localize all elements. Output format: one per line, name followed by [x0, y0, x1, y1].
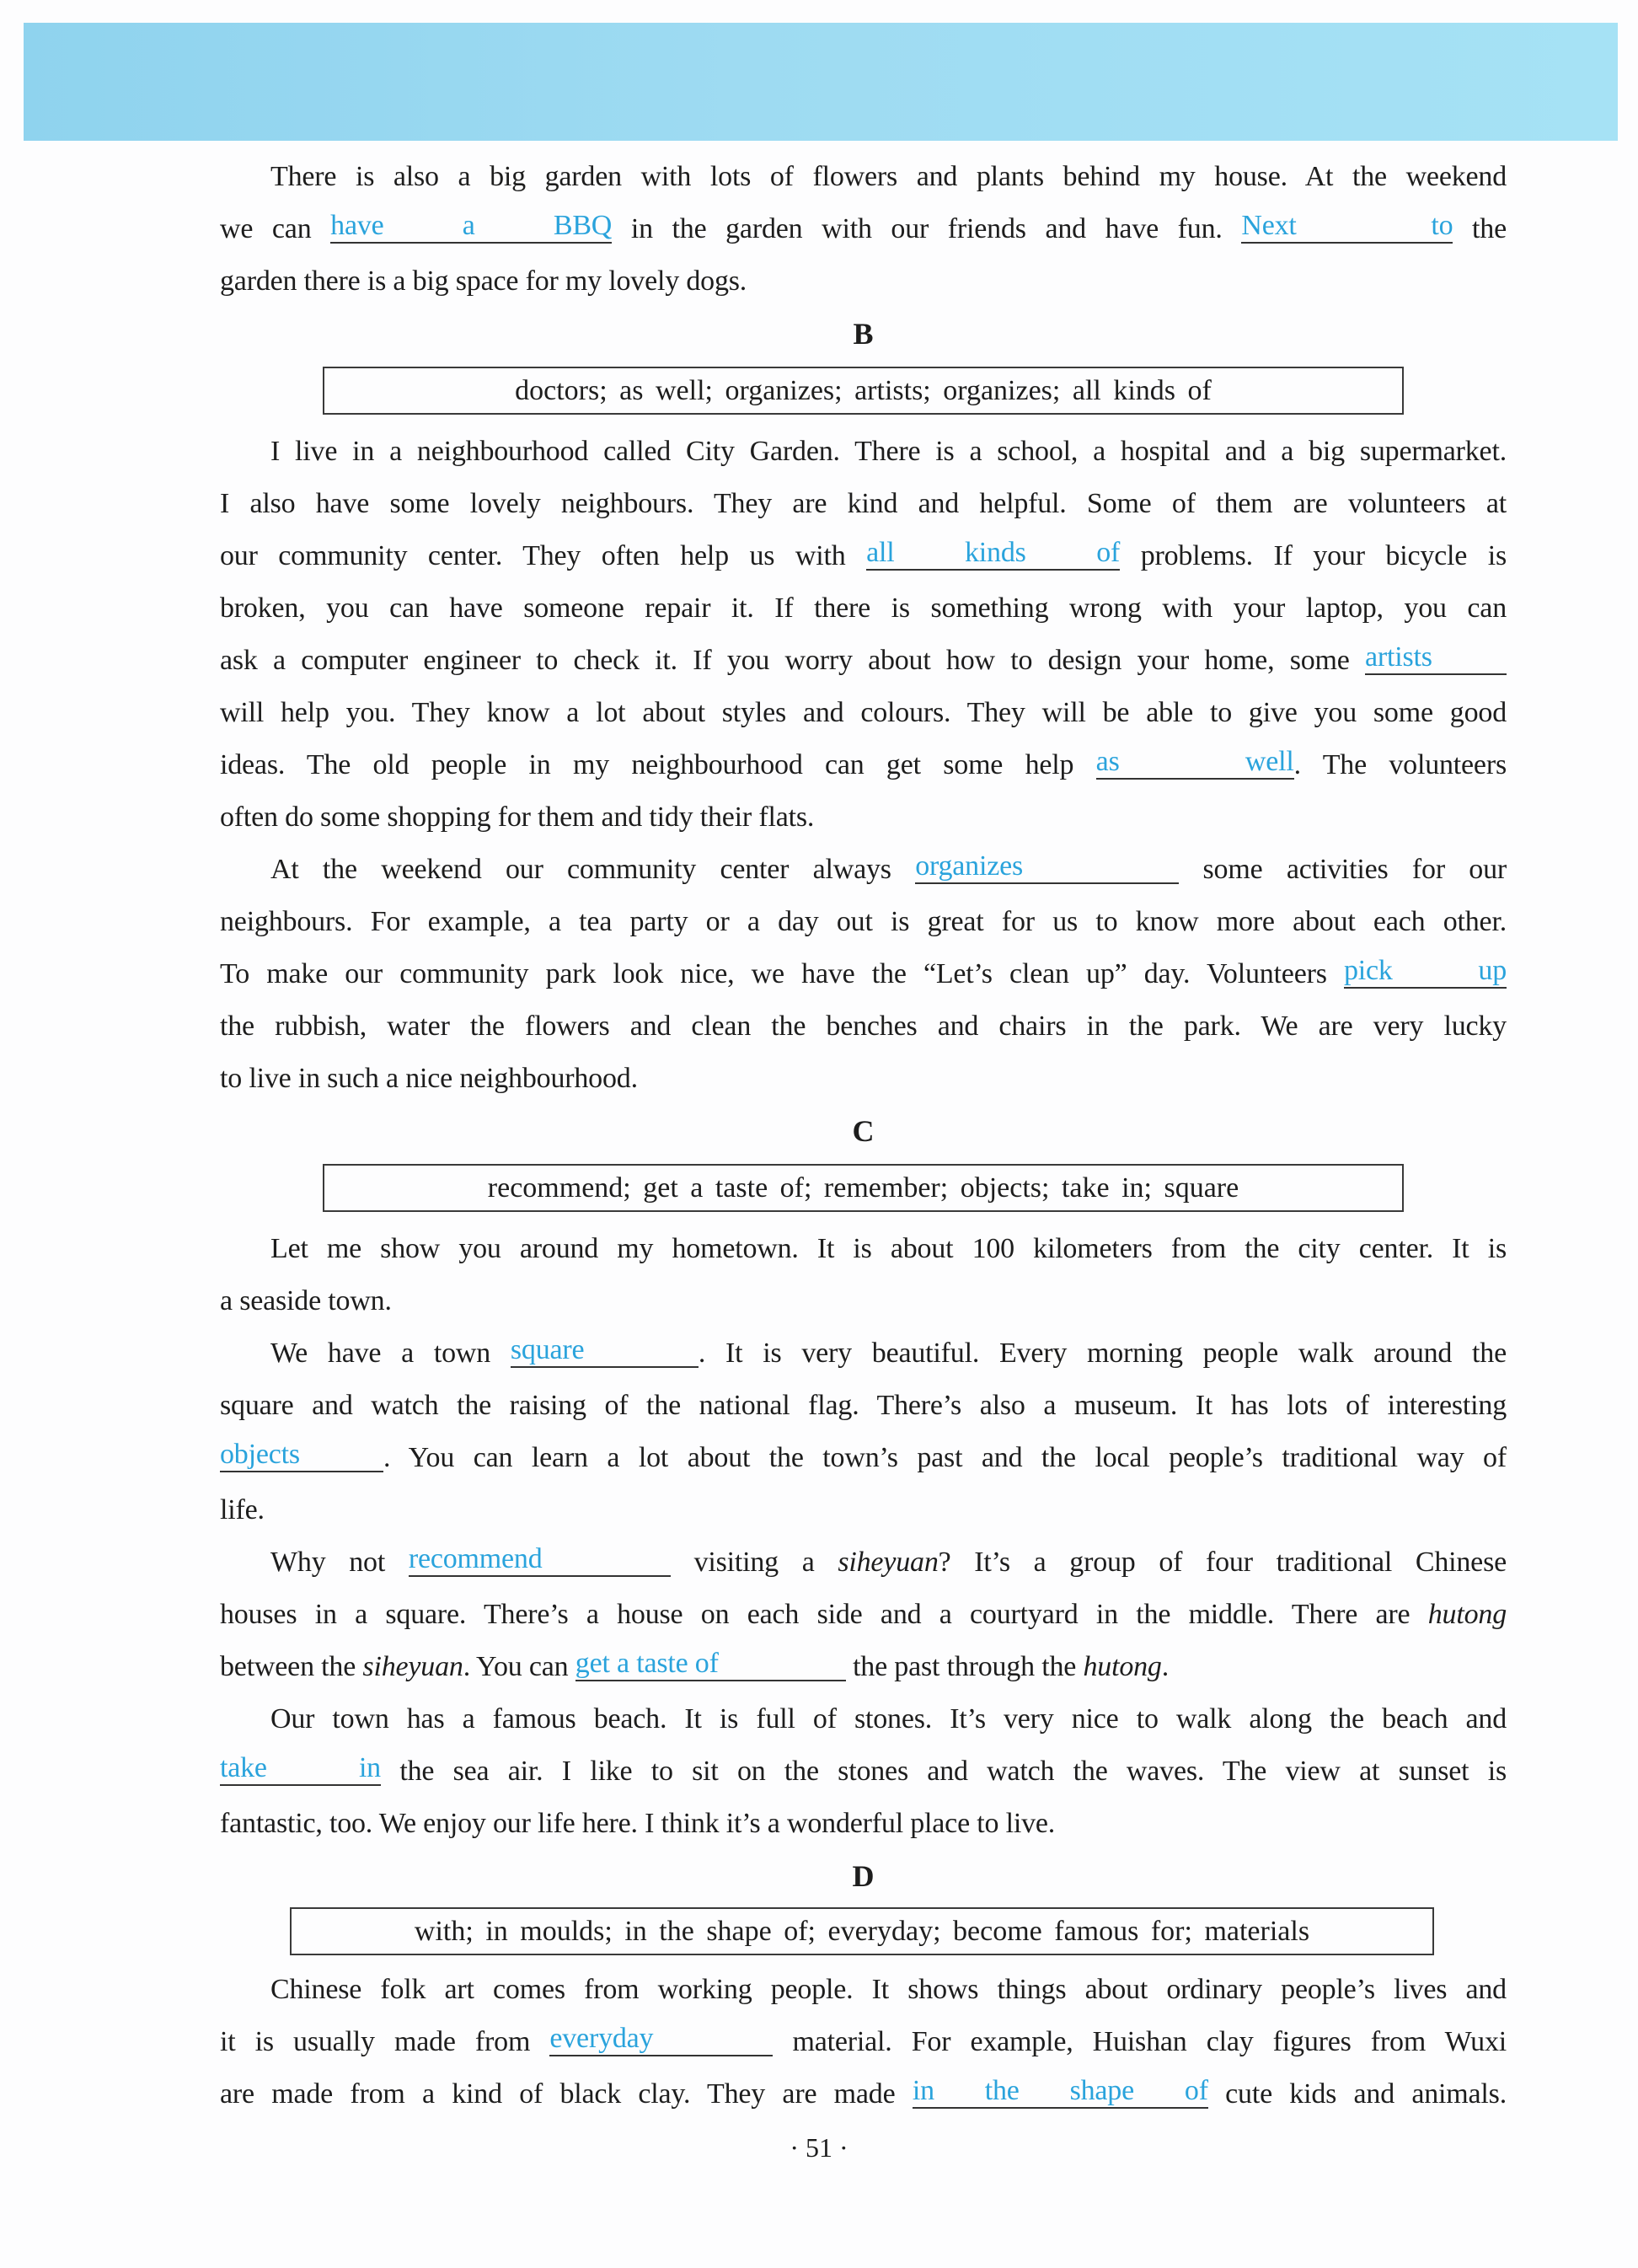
text-line: I live in a neighbourhood called City Garden. There is a school, a hospital and a big supermarket. [270, 436, 1507, 467]
text-line: it is usually made from everyday material. For example, Huishan clay figures from Wuxi [220, 2016, 1507, 2068]
text-line: Let me show you around my hometown. It is about 100 kilometers from the city center. It is [270, 1233, 1507, 1264]
answer-blank: objects [220, 1432, 383, 1472]
text-line: will help you. They know a lot about styles and colours. They will be able to give you some good [220, 697, 1507, 728]
text-line: At the weekend our community center always organizes some activities for our [220, 844, 1507, 896]
text-line: There is also a big garden with lots of flowers and plants behind my house. At the weekend [270, 161, 1507, 192]
section-heading: C [852, 1114, 875, 1148]
text-line: To make our community park look nice, we have the “Let’s clean up” day. Volunteers pick up [220, 948, 1507, 1000]
section-heading: B [853, 317, 874, 351]
text-line: to live in such a nice neighbourhood. [220, 1063, 638, 1094]
text-line: fantastic, too. We enjoy our life here. I think it’s a wonderful place to live. [220, 1808, 1056, 1839]
text-line: are made from a kind of black clay. They are made in the shape of cute kids and animals. [220, 2068, 1507, 2121]
paragraph [220, 1327, 1507, 1536]
text-line: houses in a square. There’s a house on each side and a courtyard in the middle. There are hutong [220, 1599, 1507, 1630]
paragraph [220, 1693, 1507, 1850]
text-line: square and watch the raising of the national flag. There’s also a museum. It has lots of interesting [220, 1390, 1507, 1421]
text-line: Why not recommend visiting a siheyuan? It’s a group of four traditional Chinese [220, 1536, 1507, 1589]
text-line: life. [220, 1494, 265, 1525]
text-line: take in the sea air. I like to sit on the stones and watch the waves. The view at sunset is [220, 1745, 1507, 1798]
text-line: neighbours. For example, a tea party or a day out is great for us to know more about each other. [220, 906, 1507, 937]
text-line: objects . You can learn a lot about the town’s past and the local people’s traditional way of [220, 1432, 1507, 1484]
answer-blank: get a taste of [575, 1641, 846, 1681]
paragraph [220, 151, 1507, 308]
answer-blank: have a BBQ [330, 203, 612, 244]
paragraph [220, 426, 1507, 844]
exercise-section [220, 1105, 1507, 1850]
page-content [220, 151, 1507, 2121]
answer-blank: recommend [409, 1536, 671, 1577]
text-line: broken, you can have someone repair it. If there is something wrong with your laptop, you can [220, 592, 1507, 624]
text-line: between the siheyuan. You can get a taste of the past through the hutong. [220, 1641, 1507, 1693]
italic-term: siheyuan [838, 1547, 939, 1578]
text-line: Our town has a famous beach. It is full of stones. It’s very nice to walk along the beach and [270, 1703, 1507, 1735]
answer-blank: all kinds of [866, 530, 1120, 571]
text-line: we can have a BBQ in the garden with our friends and have fun. Next to the [220, 203, 1507, 255]
answer-blank: everyday [549, 2016, 773, 2056]
exercise-section [220, 151, 1507, 308]
text-line: Chinese folk art comes from working people. It shows things about ordinary people’s lives and [270, 1974, 1507, 2005]
paragraph [220, 844, 1507, 1105]
header-color-band [24, 23, 1618, 141]
text-line: garden there is a big space for my lovely dogs. [220, 265, 747, 297]
text-line: I also have some lovely neighbours. They are kind and helpful. Some of them are volunteers at [220, 488, 1507, 519]
answer-blank: square [511, 1327, 699, 1368]
word-bank-box: doctors; as well; organizes; artists; organizes; all kinds of [323, 367, 1404, 415]
answer-blank: in the shape of [913, 2068, 1208, 2109]
page-number: · 51 · [790, 2132, 848, 2163]
text-line: ideas. The old people in my neighbourhood can get some help as well. The volunteers [220, 739, 1507, 791]
answer-blank: take in [220, 1745, 381, 1786]
text-line: We have a town square . It is very beautiful. Every morning people walk around the [220, 1327, 1507, 1380]
answer-blank: organizes [915, 844, 1179, 884]
answer-blank: Next to [1241, 203, 1453, 244]
exercise-section [220, 1850, 1507, 2121]
answer-blank: pick up [1344, 948, 1507, 989]
text-line: often do some shopping for them and tidy their flats. [220, 802, 815, 833]
paragraph [220, 1536, 1507, 1693]
answer-blank: as well [1096, 739, 1294, 780]
italic-term: hutong [1083, 1651, 1162, 1682]
paragraph [220, 1964, 1507, 2121]
exercise-section [220, 308, 1507, 1105]
word-bank-box: with; in moulds; in the shape of; everyday; become famous for; materials [290, 1907, 1434, 1955]
text-line: our community center. They often help us with all kinds of problems. If your bicycle is [220, 530, 1507, 582]
paragraph [220, 1223, 1507, 1327]
answer-blank: artists [1365, 635, 1507, 675]
word-bank-box: recommend; get a taste of; remember; objects; take in; square [323, 1164, 1404, 1212]
text-line: ask a computer engineer to check it. If you worry about how to design your home, some artists [220, 635, 1507, 687]
text-line: a seaside town. [220, 1285, 392, 1316]
italic-term: hutong [1427, 1599, 1507, 1630]
section-heading: D [852, 1859, 875, 1893]
text-line: the rubbish, water the flowers and clean the benches and chairs in the park. We are very lucky [220, 1011, 1507, 1042]
italic-term: siheyuan [362, 1651, 463, 1682]
